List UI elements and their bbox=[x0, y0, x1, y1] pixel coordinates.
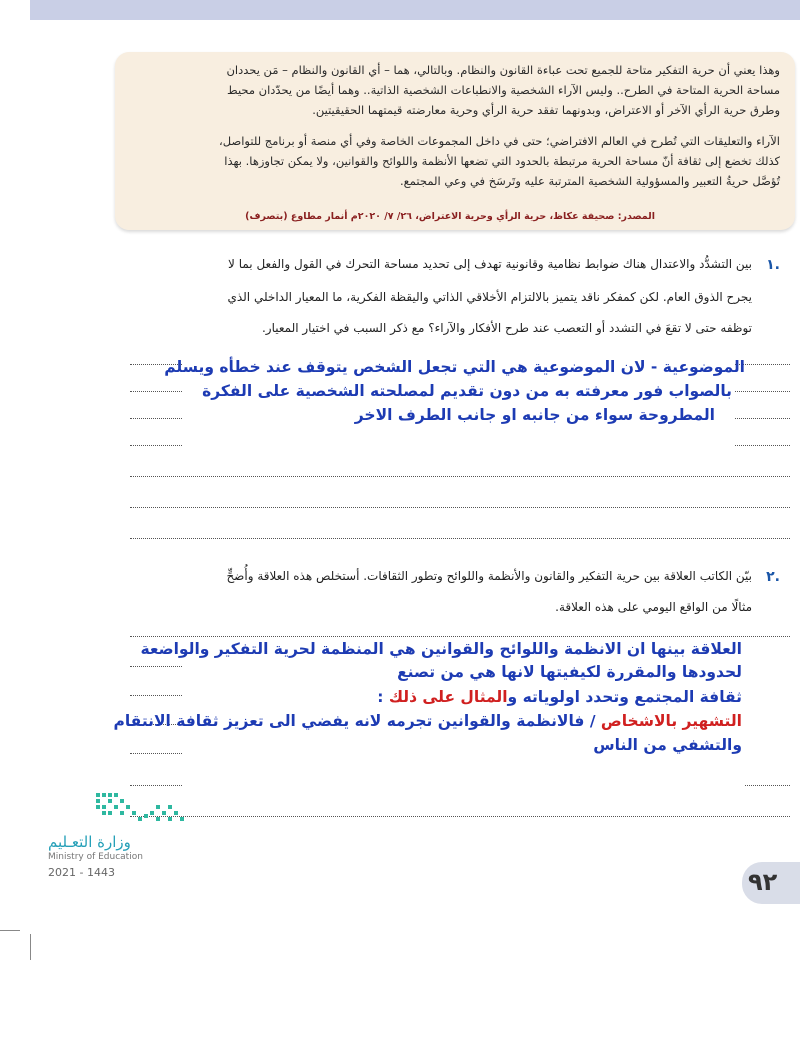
answer-1-line: بالصواب فور معرفته به من دون تقديم لمصلحته الشخصية على الفكرة bbox=[202, 382, 732, 400]
passage-line: كذلك تخضع إلى ثقافة أنّ مساحة الحرية مرتبطة بالحدود التي تضعها الأنظمة واللوائح والقوانين، ولا يمكن تجاوزها. بهذا bbox=[224, 154, 780, 168]
passage-line: وطرق حرية الرأي الآخر أو الاعتراض، وبدونهما تفقد حرية الرأي وحرية معارضته قيمتهما الحقيقيتين. bbox=[312, 103, 780, 117]
crop-mark bbox=[0, 930, 20, 931]
answer-1-line: المطروحة سواء من جانبه او جانب الطرف الاخر bbox=[354, 406, 715, 424]
answer-line bbox=[130, 391, 182, 392]
answer-2-text: ثقافة المجتمع وتحدد اولوياته و bbox=[507, 688, 742, 706]
answer-1-line: الموضوعية - لان الموضوعية هي التي تجعل الشخص يتوقف عند خطأه ويسلم bbox=[164, 358, 745, 376]
answer-2-highlight: المثال على ذلك bbox=[388, 688, 508, 706]
answer-2-text: : bbox=[377, 688, 389, 706]
ministry-name-english: Ministry of Education bbox=[48, 852, 143, 862]
edition-year: 2021 - 1443 bbox=[48, 866, 115, 879]
answer-line bbox=[735, 445, 790, 446]
reading-passage-box bbox=[115, 52, 795, 230]
answer-line bbox=[130, 476, 790, 477]
ministry-name-arabic: وزارة التعـليم bbox=[48, 833, 131, 851]
answer-line bbox=[130, 695, 182, 696]
passage-line: تُؤصَّل حريةُ التعبير والمسؤولية الشخصية المترتبة عليه وتَرسَخ في وعي المجتمع. bbox=[400, 174, 780, 188]
answer-line bbox=[130, 418, 182, 419]
answer-line bbox=[130, 538, 790, 539]
answer-line bbox=[130, 445, 182, 446]
passage-source: المصدر: صحيفة عكاظ، حرية الرأي وحرية الاعتراض، ٢٦/ ٧/ ٢٠٢٠م أنمار مطاوع (بتصرف) bbox=[245, 211, 655, 222]
answer-line bbox=[735, 391, 790, 392]
answer-line bbox=[130, 636, 790, 637]
top-header-bar bbox=[30, 0, 800, 20]
question-1-line: توظفه حتى لا تقعَ في التشدد أو التعصب عند طرح الأفكار والآراء؟ مع ذكر السبب في اختيار المعيار. bbox=[261, 321, 752, 335]
answer-2-line: العلاقة بينها ان الانظمة واللوائح والقوانين هي المنظمة لحرية التفكير والواضعة bbox=[140, 640, 742, 658]
answer-line bbox=[130, 816, 790, 817]
answer-2-line bbox=[377, 686, 742, 708]
answer-2-line bbox=[114, 710, 743, 732]
answer-line bbox=[130, 666, 182, 667]
question-1-number: ١. bbox=[766, 257, 780, 273]
answer-line bbox=[130, 753, 182, 754]
answer-line bbox=[130, 507, 790, 508]
answer-2-highlight: التشهير بالاشخاص bbox=[600, 712, 742, 730]
question-1-line: يجرح الذوق العام. لكن كمفكر ناقد يتميز بالالتزام الأخلاقي الذاتي واليقظة الفكرية، ما المعيار الداخلي الذي bbox=[227, 290, 752, 304]
answer-2-line: لحدودها والمقررة لكيفيتها لانها هي من تصنع bbox=[397, 663, 742, 681]
answer-2-text: / فالانظمة والقوانين تجرمه لانه يفضي الى تعزيز ثقافة الانتقام bbox=[113, 712, 601, 730]
answer-line bbox=[735, 418, 790, 419]
page-number: ٩٢ bbox=[748, 868, 778, 896]
question-2-number: ٢. bbox=[766, 569, 780, 585]
answer-line bbox=[745, 785, 790, 786]
passage-line: مساحة الحرية المتاحة في الطرح.. وليس الآراء الشخصية والانطباعات الشخصية الذاتية.. وهما أيضًا من يحدّدان محيط bbox=[227, 83, 780, 97]
answer-line bbox=[130, 785, 182, 786]
question-2-line: مثالًا من الواقع اليومي على هذه العلاقة. bbox=[555, 600, 752, 614]
crop-mark bbox=[30, 934, 31, 960]
passage-line: وهذا يعني أن حرية التفكير متاحة للجميع تحت عباءة القانون والنظام. وبالتالي، هما – أي القانون والنظام – مَن يحددان bbox=[226, 63, 780, 77]
passage-line: الآراء والتعليقات التي تُطرح في العالم الافتراضي؛ حتى في داخل المجموعات الخاصة وفي أي منصة أو برنامج للتواصل، bbox=[219, 134, 780, 148]
question-2-line: بيّن الكاتب العلاقة بين حرية التفكير والقانون والأنظمة واللوائح وتطور الثقافات. أستخلص هذه العلاقة وأُضحٍّ bbox=[226, 569, 752, 583]
answer-2-line: والتشفي من الناس bbox=[593, 736, 742, 754]
question-1-line: بين التشدُّد والاعتدال هناك ضوابط نظامية وقانونية تهدف إلى تحديد مساحة التحرك في القول والفعل بما لا bbox=[228, 257, 752, 271]
